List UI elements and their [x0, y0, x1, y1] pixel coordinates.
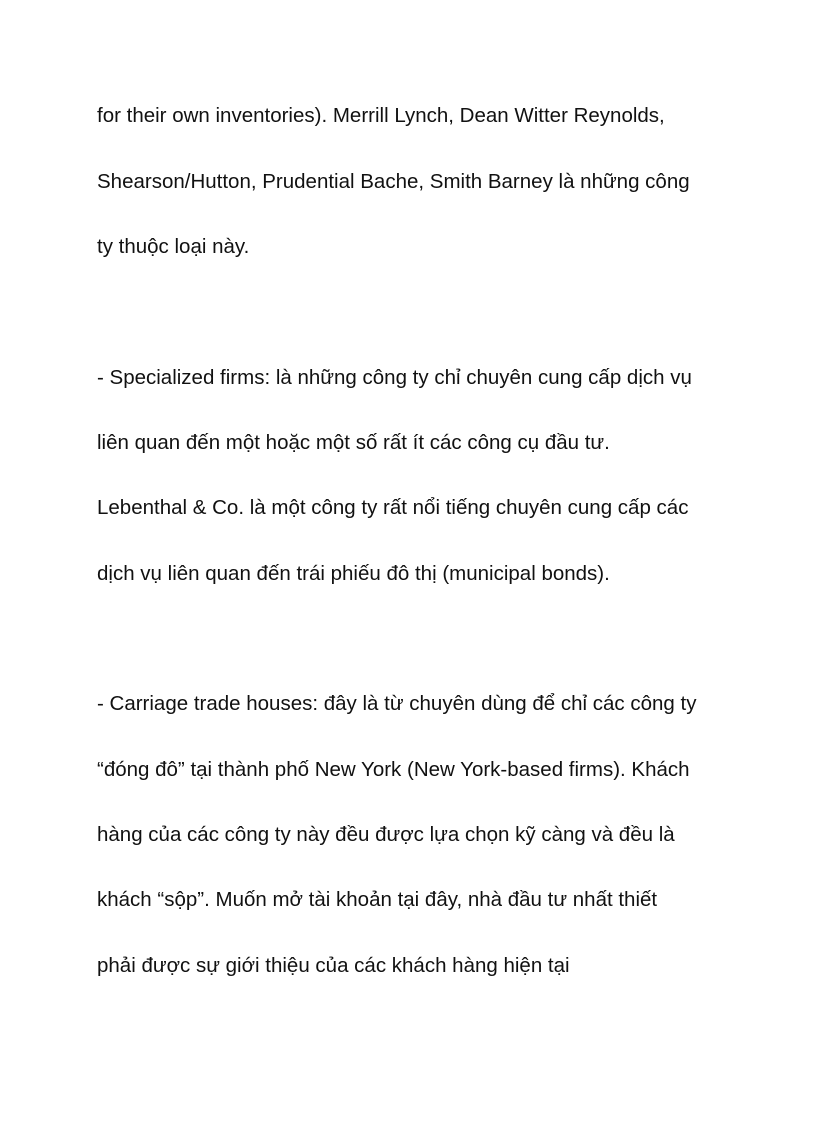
text-line: phải được sự giới thiệu của các khách hàng hiện tại: [97, 954, 570, 977]
text-line: for their own inventories). Merrill Lynch, Dean Witter Reynolds,: [97, 104, 665, 127]
text-line: ty thuộc loại này.: [97, 235, 250, 258]
text-line: dịch vụ liên quan đến trái phiếu đô thị (municipal bonds).: [97, 562, 610, 585]
text-line: Lebenthal & Co. là một công ty rất nổi tiếng chuyên cung cấp các: [97, 496, 689, 519]
text-line: liên quan đến một hoặc một số rất ít các công cụ đầu tư.: [97, 431, 610, 454]
text-line: - Carriage trade houses: đây là từ chuyên dùng để chỉ các công ty: [97, 692, 697, 715]
text-line: “đóng đô” tại thành phố New York (New York-based firms). Khách: [97, 758, 690, 781]
text-line: - Specialized firms: là những công ty chỉ chuyên cung cấp dịch vụ: [97, 366, 692, 389]
text-line: khách “sộp”. Muốn mở tài khoản tại đây, nhà đầu tư nhất thiết: [97, 888, 658, 911]
text-line: Shearson/Hutton, Prudential Bache, Smith Barney là những công: [97, 170, 690, 193]
text-line: hàng của các công ty này đều được lựa chọn kỹ càng và đều là: [97, 823, 675, 846]
